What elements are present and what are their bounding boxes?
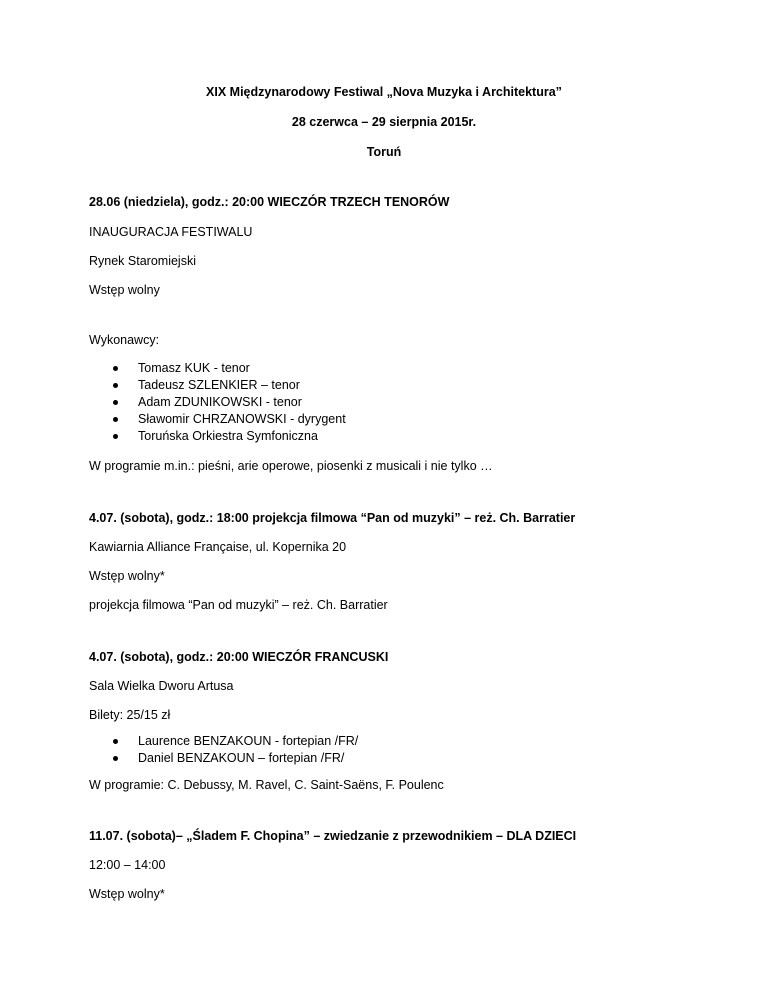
event-program: W programie m.in.: pieśni, arie operowe, piosenki z musicali i nie tylko … bbox=[89, 459, 493, 473]
list-item bbox=[0, 733, 768, 750]
event-venue: Sala Wielka Dworu Artusa bbox=[89, 679, 234, 693]
bullet-icon bbox=[113, 417, 118, 422]
bullet-icon bbox=[113, 434, 118, 439]
event-heading: 4.07. (sobota), godz.: 20:00 WIECZÓR FRANCUSKI bbox=[89, 650, 389, 664]
event-heading: 4.07. (sobota), godz.: 18:00 projekcja filmowa “Pan od muzyki” – reż. Ch. Barratier bbox=[89, 511, 576, 525]
performer-name: Tomasz KUK - tenor bbox=[138, 361, 250, 375]
performers-list bbox=[0, 360, 768, 445]
performer-name: Laurence BENZAKOUN - fortepian /FR/ bbox=[138, 734, 359, 748]
event-venue: Kawiarnia Alliance Française, ul. Kopernika 20 bbox=[89, 540, 347, 554]
performer-name: Adam ZDUNIKOWSKI - tenor bbox=[138, 395, 302, 409]
event-heading: 11.07. (sobota)– „Śladem F. Chopina” – zwiedzanie z przewodnikiem – DLA DZIECI bbox=[89, 829, 577, 843]
performer-name: Toruńska Orkiestra Symfoniczna bbox=[138, 429, 318, 443]
bullet-icon bbox=[113, 756, 118, 761]
performers-list bbox=[0, 733, 768, 767]
festival-title: XIX Międzynarodowy Festiwal „Nova Muzyka i Architektura” bbox=[206, 85, 562, 99]
list-item bbox=[0, 377, 768, 394]
list-item bbox=[0, 428, 768, 445]
bullet-icon bbox=[113, 366, 118, 371]
festival-city: Toruń bbox=[366, 145, 402, 159]
list-item bbox=[0, 394, 768, 411]
event-venue: Rynek Staromiejski bbox=[89, 254, 196, 268]
bullet-icon bbox=[113, 383, 118, 388]
event-admission: Wstęp wolny* bbox=[89, 887, 165, 901]
festival-dates: 28 czerwca – 29 sierpnia 2015r. bbox=[291, 115, 477, 129]
event-program: W programie: C. Debussy, M. Ravel, C. Saint-Saëns, F. Poulenc bbox=[89, 778, 444, 792]
event-admission: Wstęp wolny* bbox=[89, 569, 165, 583]
performer-name: Daniel BENZAKOUN – fortepian /FR/ bbox=[138, 751, 345, 765]
list-item bbox=[0, 360, 768, 377]
event-heading: 28.06 (niedziela), godz.: 20:00 WIECZÓR TRZECH TENORÓW bbox=[89, 195, 450, 209]
performer-name: Sławomir CHRZANOWSKI - dyrygent bbox=[138, 412, 346, 426]
performers-label: Wykonawcy: bbox=[89, 333, 160, 347]
list-item bbox=[0, 750, 768, 767]
event-time: 12:00 – 14:00 bbox=[89, 858, 166, 872]
event-line: projekcja filmowa “Pan od muzyki” – reż. Ch. Barratier bbox=[89, 598, 388, 612]
event-tickets: Bilety: 25/15 zł bbox=[89, 708, 171, 722]
performer-name: Tadeusz SZLENKIER – tenor bbox=[138, 378, 300, 392]
list-item bbox=[0, 411, 768, 428]
event-admission: Wstęp wolny bbox=[89, 283, 160, 297]
event-line: INAUGURACJA FESTIWALU bbox=[89, 225, 253, 239]
bullet-icon bbox=[113, 400, 118, 405]
bullet-icon bbox=[113, 739, 118, 744]
